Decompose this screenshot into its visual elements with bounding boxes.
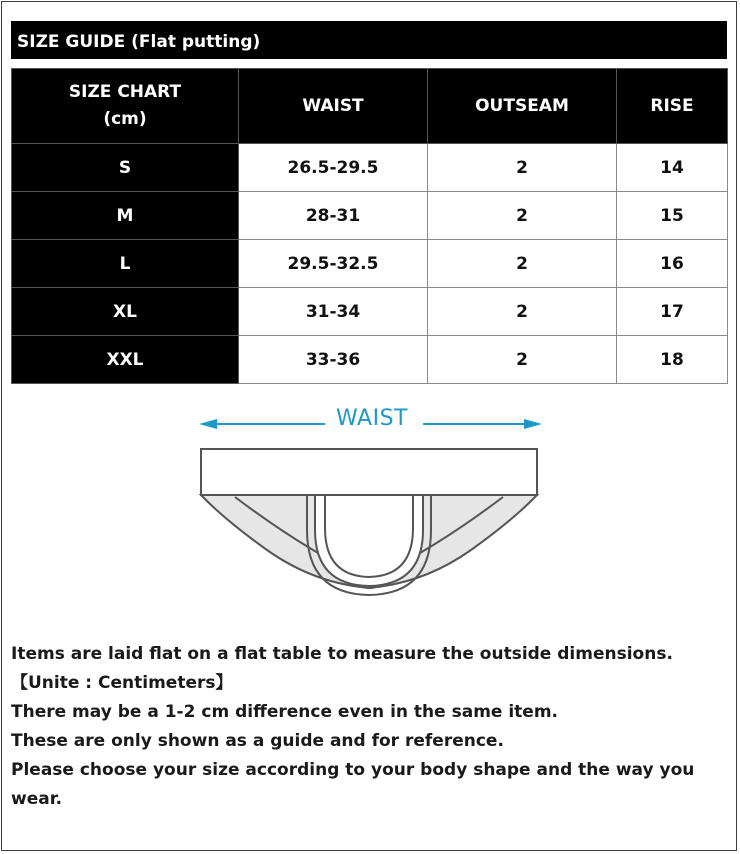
waist-label: WAIST	[336, 406, 408, 431]
size-cell: M	[12, 192, 239, 240]
column-header-size-line2: (cm)	[103, 109, 147, 129]
note-line: There may be a 1-2 cm difference even in the same item.	[11, 702, 559, 722]
waist-cell: 28-31	[239, 192, 428, 240]
outseam-cell: 2	[428, 240, 617, 288]
page-title: SIZE GUIDE (Flat putting)	[11, 21, 727, 59]
waist-cell: 33-36	[239, 336, 428, 384]
waist-cell: 31-34	[239, 288, 428, 336]
size-chart-table	[11, 68, 728, 384]
note-line: 【Unite : Centimeters】	[11, 673, 233, 693]
waistband-shape	[201, 449, 537, 495]
table-row	[12, 240, 728, 288]
rise-cell: 14	[617, 144, 728, 192]
column-header-size	[12, 69, 239, 144]
waist-cell: 29.5-32.5	[239, 240, 428, 288]
note-line: Please choose your size according to your body shape and the way you wear.	[11, 760, 695, 809]
size-cell: S	[12, 144, 239, 192]
outseam-cell: 2	[428, 288, 617, 336]
outseam-cell: 2	[428, 336, 617, 384]
rise-cell: 16	[617, 240, 728, 288]
outseam-cell: 2	[428, 144, 617, 192]
note-line: Items are laid flat on a flat table to measure the outside dimensions.	[11, 644, 673, 664]
column-header-rise: RISE	[617, 69, 728, 144]
size-cell: XXL	[12, 336, 239, 384]
note-line: These are only shown as a guide and for reference.	[11, 731, 504, 751]
waist-cell: 26.5-29.5	[239, 144, 428, 192]
size-cell: L	[12, 240, 239, 288]
column-header-outseam: OUTSEAM	[428, 69, 617, 144]
measurement-notes	[11, 640, 727, 814]
table-row	[12, 336, 728, 384]
rise-cell: 15	[617, 192, 728, 240]
pouch-shape	[315, 495, 423, 586]
table-header-row	[12, 69, 728, 144]
outseam-cell: 2	[428, 192, 617, 240]
rise-cell: 17	[617, 288, 728, 336]
table-row	[12, 288, 728, 336]
size-cell: XL	[12, 288, 239, 336]
column-header-waist: WAIST	[239, 69, 428, 144]
table-row	[12, 192, 728, 240]
rise-cell: 18	[617, 336, 728, 384]
table-row	[12, 144, 728, 192]
column-header-size-line1: SIZE CHART	[68, 82, 182, 102]
